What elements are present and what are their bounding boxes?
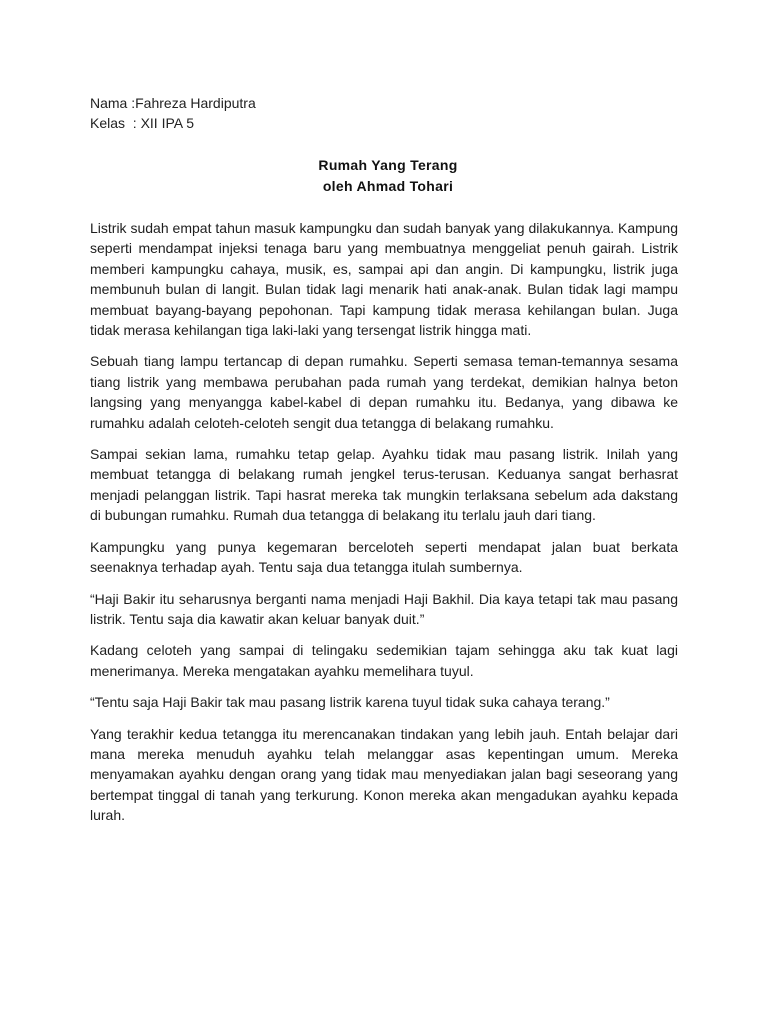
paragraph: Listrik sudah empat tahun masuk kampungku dan sudah banyak yang dilakukannya. Kampung seperti mendampat injeksi tenaga baru yang membuatnya menggeliat penuh gairah. Listrik memberi kampungku cahaya, musik, es, sampai api dan angin. Di kampungku, listrik juga membunuh bulan di langit. Bulan tidak lagi menarik hati anak-anak. Bulan tidak lagi mampu membuat bayang-bayang pepohonan. Tapi kampung tidak merasa kehilangan bulan. Juga tidak merasa kehilangan tiga laki-laki yang tersengat listrik hingga mati.	[90, 220, 678, 339]
paragraph: Sebuah tiang lampu tertancap di depan rumahku. Seperti semasa teman-temannya sesama tiang listrik yang membawa perubahan pada rumah yang terdekat, demikian halnya beton langsing yang menyangga kabel-kabel di depan rumahku itu. Bedanya, yang dibawa ke rumahku adalah celoteh-celoteh sengit dua tetangga di belakang rumahku.	[90, 353, 678, 431]
student-name: Nama :Fahreza Hardiputra	[90, 95, 256, 111]
paragraph: Sampai sekian lama, rumahku tetap gelap. Ayahku tidak mau pasang listrik. Inilah yang membuat tetangga di belakang rumah jengkel terus-terusan. Keduanya sangat berhasrat menjadi pelanggan listrik. Tapi hasrat mereka tak mungkin terlaksana sebelum ada dakstang di bubungan rumahku. Rumah dua tetangga di belakang itu terlalu jauh dari tiang.	[90, 446, 678, 524]
story-body	[90, 218, 678, 826]
paragraph: Kampungku yang punya kegemaran berceloteh seperti mendapat jalan buat berkata seenaknya terhadap ayah. Tentu saja dua tetangga itulah sumbernya.	[90, 538, 678, 576]
document-title: Rumah Yang Terang	[318, 157, 458, 173]
document-page	[90, 93, 678, 837]
title-block	[90, 155, 678, 197]
student-info	[90, 93, 678, 133]
quote-paragraph: “Tentu saja Haji Bakir tak mau pasang listrik karena tuyul tidak suka cahaya terang.”	[90, 694, 610, 711]
document-author: oleh Ahmad Tohari	[322, 178, 454, 194]
paragraph: Kadang celoteh yang sampai di telingaku sedemikian tajam sehingga aku tak kuat lagi menerimanya. Mereka mengatakan ayahku memelihara tuyul.	[90, 642, 678, 679]
paragraph: Yang terakhir kedua tetangga itu merencanakan tindakan yang lebih jauh. Entah belajar dari mana mereka menuduh ayahku telah melanggar asas kepentingan umum. Mereka menyamakan ayahku dengan orang yang tidak mau menyediakan jalan bagi seseorang yang bertempat tinggal di tanah yang terkurung. Konon mereka akan mengadukan ayahku kepada lurah.	[90, 725, 678, 824]
student-class: Kelas : XII IPA 5	[90, 115, 195, 131]
quote-paragraph: “Haji Bakir itu seharusnya berganti nama menjadi Haji Bakhil. Dia kaya tetapi tak mau pasang listrik. Tentu saja dia kawatir akan keluar banyak duit.”	[90, 590, 678, 627]
